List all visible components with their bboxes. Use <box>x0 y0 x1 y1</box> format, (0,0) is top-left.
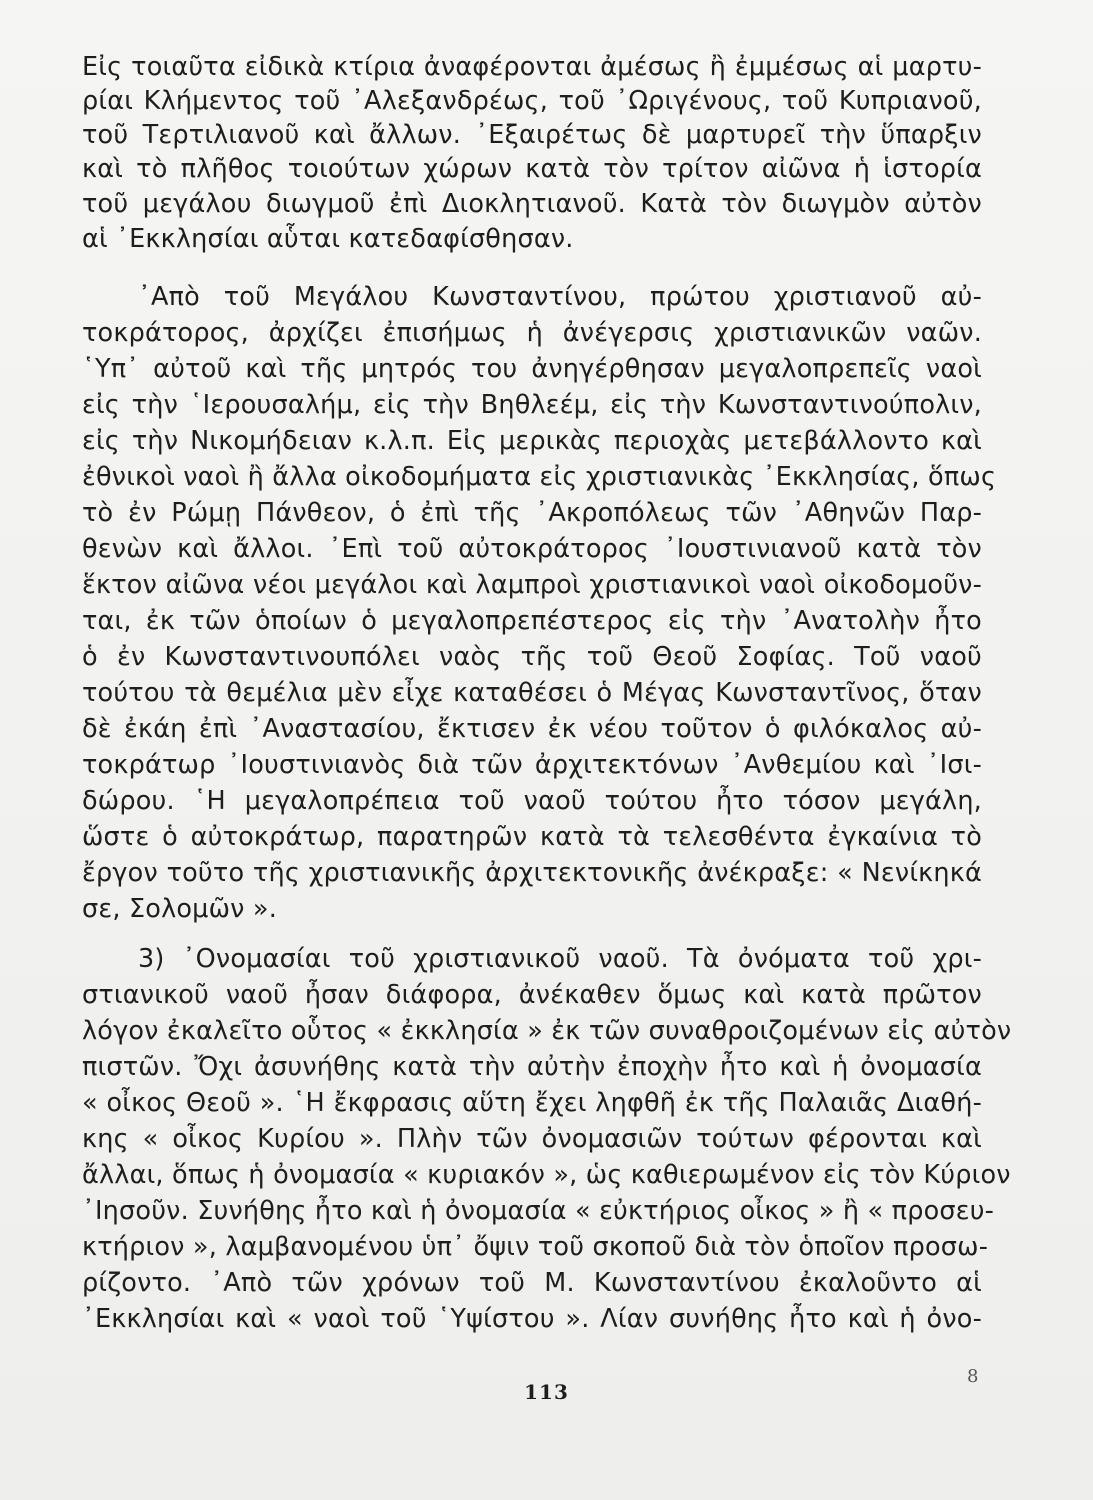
text-line: ἔργον τοῦτο τῆς χριστιανικῆς ἀρχιτεκτονικῆς ἀνέκραξε: « Νενίκηκά <box>82 858 982 888</box>
text-line: αἱ ᾿Εκκλησίαι αὗται κατεδαφίσθησαν. <box>82 224 574 254</box>
text-line: πιστῶν. Ὄχι ἀσυνήθης κατὰ τὴν αὐτὴν ἐποχὴν ἦτο καὶ ἡ ὀνομασία <box>82 1052 982 1082</box>
text-line: λόγον ἐκαλεῖτο οὗτος « ἐκκλησία » ἐκ τῶν συναθροιζομένων εἰς αὐτὸν <box>82 1016 1012 1046</box>
text-line: ται, ἐκ τῶν ὁποίων ὁ μεγαλοπρεπέστερος εἰς τὴν ᾿Ανατολὴν ἦτο <box>82 606 982 636</box>
text-line: ρίζοντο. ᾿Απὸ τῶν χρόνων τοῦ Μ. Κωνσταντίνου ἐκαλοῦντο αἱ <box>82 1268 982 1298</box>
text-line: κης « οἶκος Κυρίου ». Πλὴν τῶν ὀνομασιῶν τούτων φέρονται καὶ <box>82 1124 982 1154</box>
text-line: « οἶκος Θεοῦ ». ῾Η ἔκφρασις αὕτη ἔχει ληφθῆ ἐκ τῆς Παλαιᾶς Διαθή- <box>82 1088 982 1118</box>
text-line: εἰς τὴν Νικομήδειαν κ.λ.π. Εἰς μερικὰς περιοχὰς μετεβάλλοντο καὶ <box>82 426 982 456</box>
text-line: ρίαι Κλήμεντος τοῦ ᾿Αλεξανδρέως, τοῦ ᾿Ωριγένους, τοῦ Κυπριανοῦ, <box>82 86 982 116</box>
text-line: ᾿Εκκλησίαι καὶ « ναοὶ τοῦ ῾Υψίστου ». Λίαν συνήθης ἦτο καὶ ἡ ὀνο- <box>82 1304 982 1334</box>
text-line: ἄλλαι, ὅπως ἡ ὀνομασία « κυριακόν », ὡς καθιερωμένον εἰς τὸν Κύριον <box>82 1160 1011 1190</box>
text-line: δώρου. ῾Η μεγαλοπρέπεια τοῦ ναοῦ τούτου ἦτο τόσον μεγάλη, <box>82 786 982 816</box>
text-line: ὁ ἐν Κωνσταντινουπόλει ναὸς τῆς τοῦ Θεοῦ Σοφίας. Τοῦ ναοῦ <box>82 642 982 672</box>
text-line: τοῦ Τερτιλιανοῦ καὶ ἄλλων. ᾿Εξαιρέτως δὲ μαρτυρεῖ τὴν ὕπαρξιν <box>82 120 982 150</box>
text-line: ᾿Ιησοῦν. Συνήθης ἦτο καὶ ἡ ὀνομασία « εὐκτήριος οἶκος » ἢ « προσευ- <box>82 1196 995 1226</box>
text-line: ᾿Απὸ τοῦ Μεγάλου Κωνσταντίνου, πρώτου χριστιανοῦ αὐ- <box>138 282 982 312</box>
text-line: τοκράτορος, ἀρχίζει ἐπισήμως ἡ ἀνέγερσις χριστιανικῶν ναῶν. <box>82 318 982 348</box>
text-line: ἕκτον αἰῶνα νέοι μεγάλοι καὶ λαμπροὶ χριστιανικοὶ ναοὶ οἰκοδομοῦν- <box>82 570 982 600</box>
text-line: ῾Υπ᾿ αὐτοῦ καὶ τῆς μητρός του ἀνηγέρθησαν μεγαλοπρεπεῖς ναοὶ <box>82 354 982 384</box>
section-heading-line: 3) ᾿Ονομασίαι τοῦ χριστιανικοῦ ναοῦ. Τὰ ὀνόματα τοῦ χρι- <box>138 944 982 974</box>
text-line: θενὼν καὶ ἄλλοι. ᾿Επὶ τοῦ αὐτοκράτορος ᾿Ιουστινιανοῦ κατὰ τὸν <box>82 534 982 564</box>
text-line: Εἰς τοιαῦτα εἰδικὰ κτίρια ἀναφέρονται ἀμέσως ἢ ἐμμέσως αἱ μαρτυ- <box>82 52 982 82</box>
text-line: τούτου τὰ θεμέλια μὲν εἶχε καταθέσει ὁ Μέγας Κωνσταντῖνος, ὅταν <box>82 678 982 708</box>
text-line: ἐθνικοὶ ναοὶ ἢ ἄλλα οἰκοδομήματα εἰς χριστιανικὰς ᾿Εκκλησίας, ὅπως <box>82 462 997 492</box>
text-line: δὲ ἐκάη ἐπὶ ᾿Αναστασίου, ἔκτισεν ἐκ νέου τοῦτον ὁ φιλόκαλος αὐ- <box>82 714 982 744</box>
text-line: εἰς τὴν ῾Ιερουσαλήμ, εἰς τὴν Βηθλεέμ, εἰς τὴν Κωνσταντινούπολιν, <box>82 390 982 420</box>
text-line: τὸ ἐν Ρώμῃ Πάνθεον, ὁ ἐπὶ τῆς ᾿Ακροπόλεως τῶν ᾿Αθηνῶν Παρ- <box>82 498 982 528</box>
signature-mark: 8 <box>967 1366 979 1387</box>
text-line: τοκράτωρ ᾿Ιουστινιανὸς διὰ τῶν ἀρχιτεκτόνων ᾿Ανθεμίου καὶ ᾿Ισι- <box>82 750 982 780</box>
text-line: τοῦ μεγάλου διωγμοῦ ἐπὶ Διοκλητιανοῦ. Κατὰ τὸν διωγμὸν αὐτὸν <box>82 189 982 219</box>
page-number: 113 <box>524 1380 569 1404</box>
text-line: κτήριον », λαμβανομένου ὑπ᾿ ὄψιν τοῦ σκοποῦ διὰ τὸν ὁποῖον προσω- <box>82 1232 989 1262</box>
text-line: σε, Σολομῶν ». <box>82 894 277 924</box>
text-line: καὶ τὸ πλῆθος τοιούτων χώρων κατὰ τὸν τρίτον αἰῶνα ἡ ἱστορία <box>82 154 982 184</box>
text-line: στιανικοῦ ναοῦ ἦσαν διάφορα, ἀνέκαθεν ὅμως καὶ κατὰ πρῶτον <box>82 980 982 1010</box>
text-line: ὥστε ὁ αὐτοκράτωρ, παρατηρῶν κατὰ τὰ τελεσθέντα ἐγκαίνια τὸ <box>82 822 982 852</box>
